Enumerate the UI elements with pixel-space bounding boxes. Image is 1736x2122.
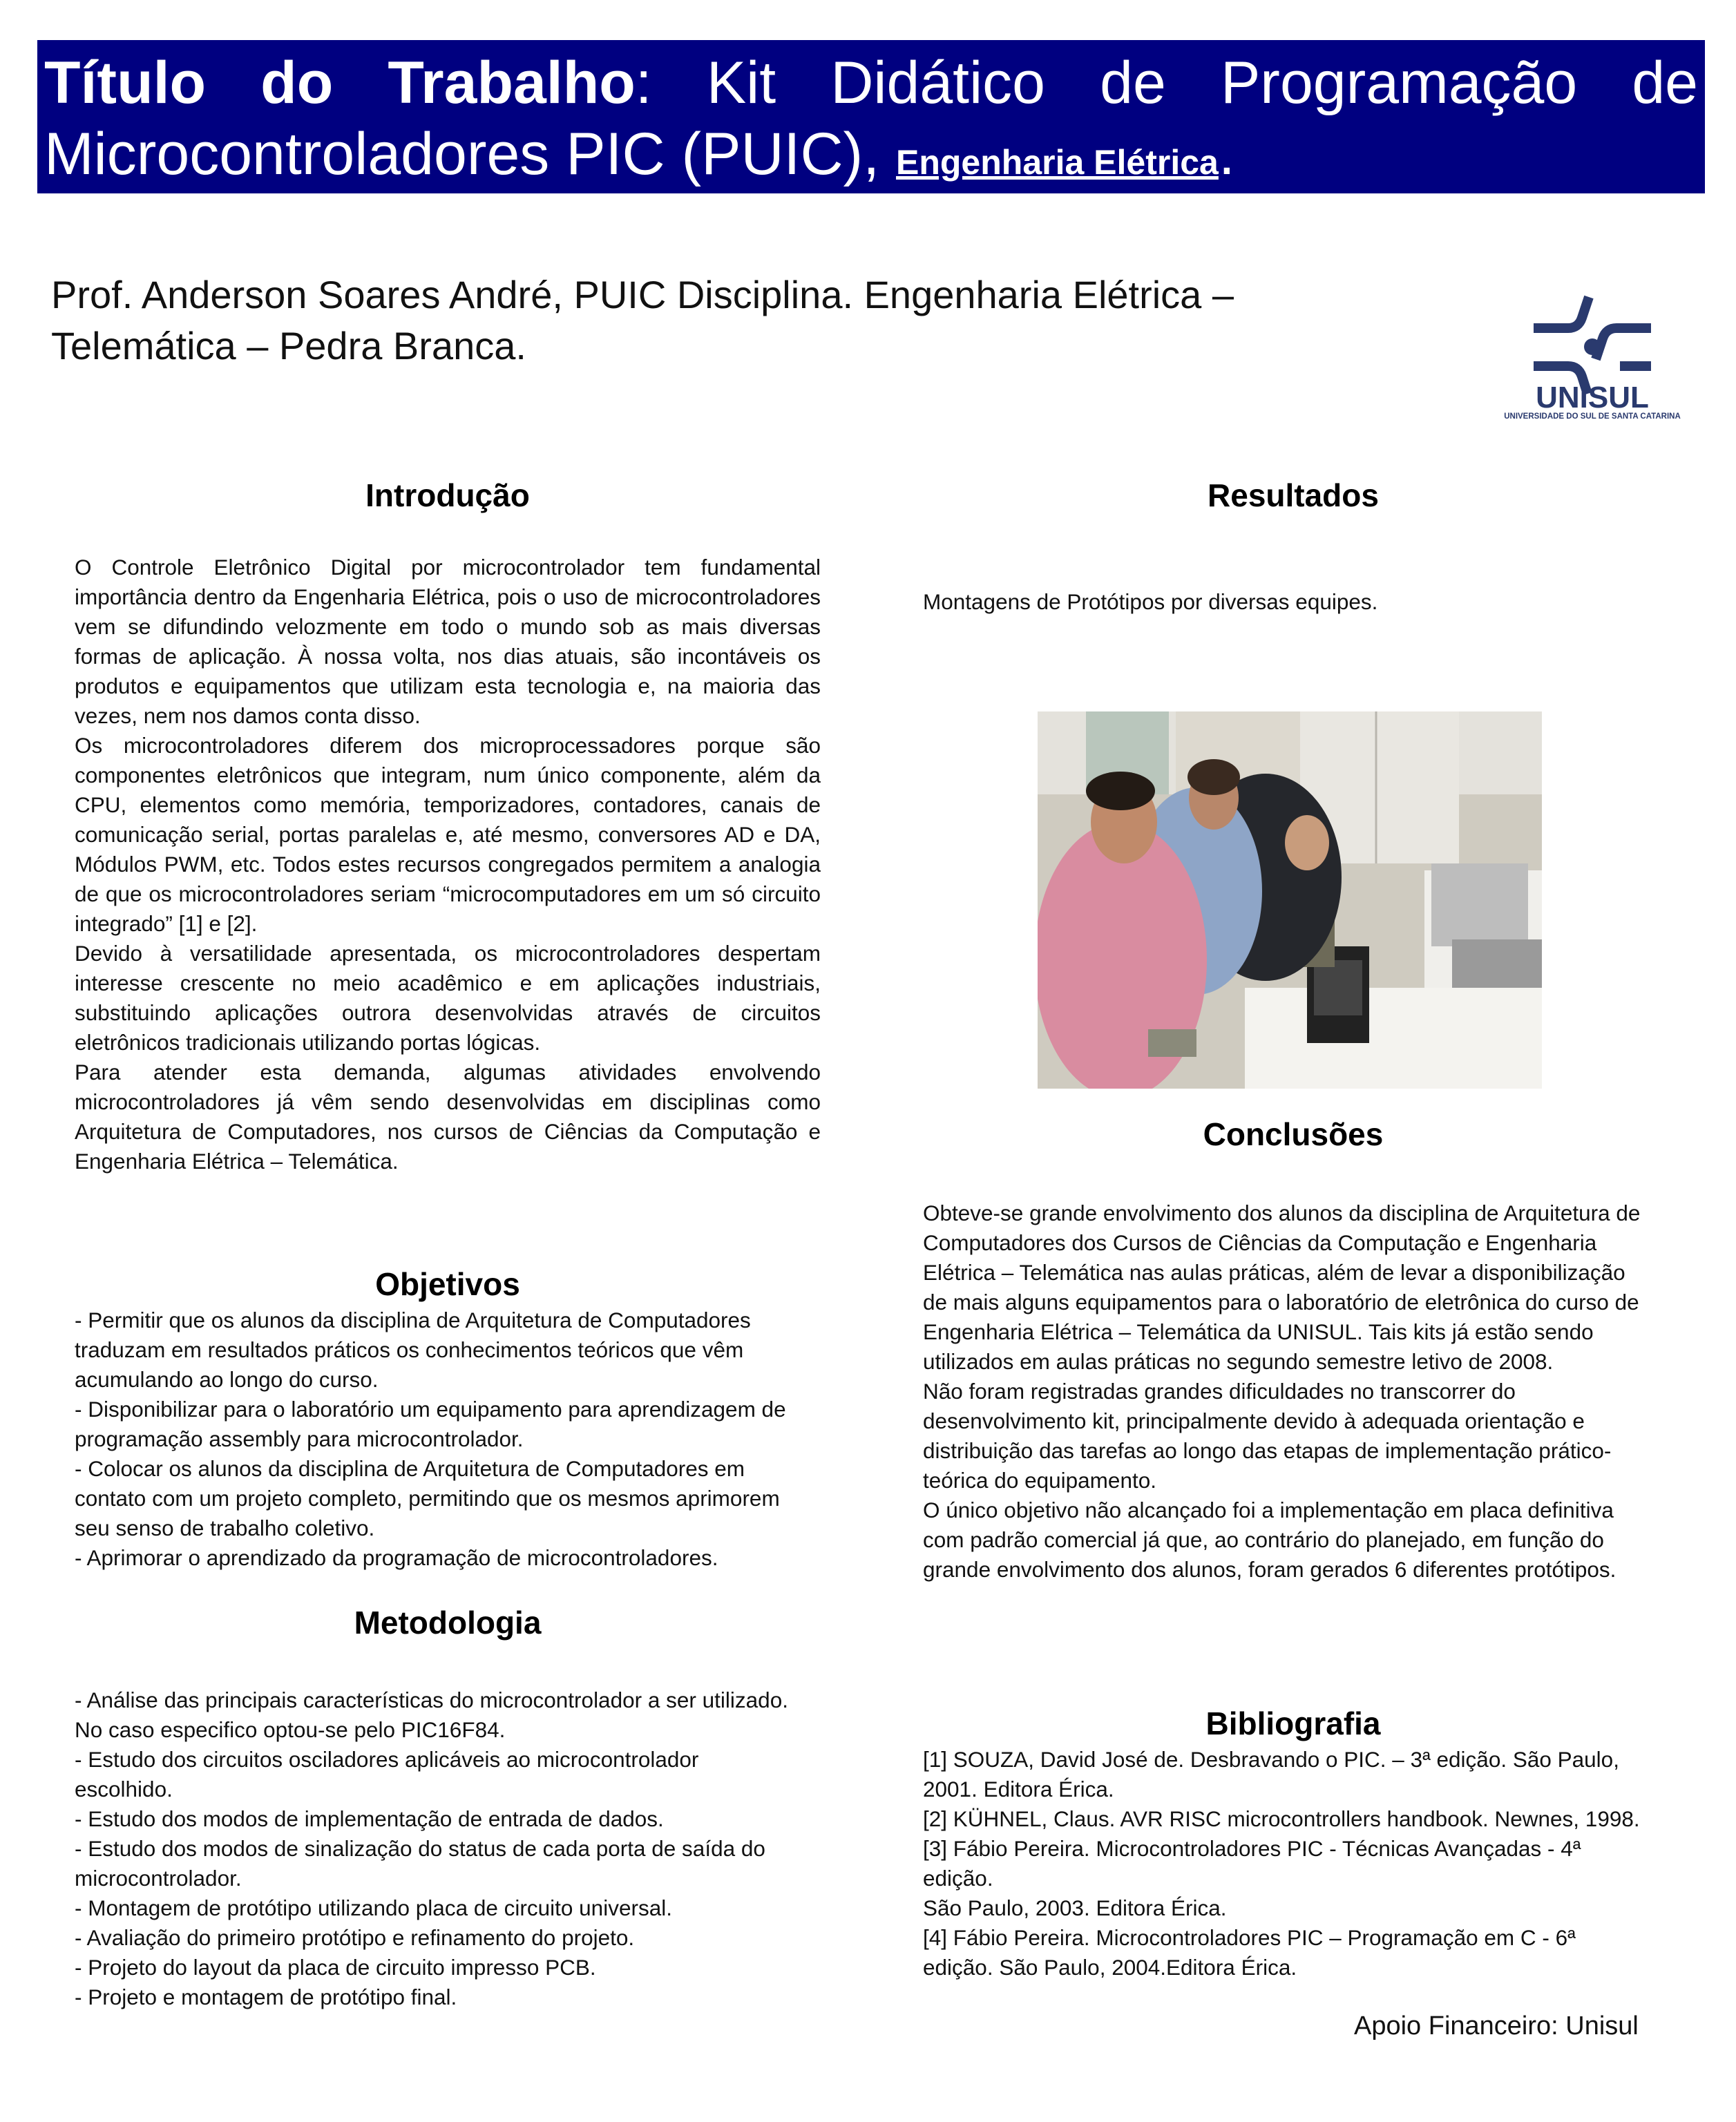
- heading-metodologia: Metodologia: [354, 1605, 542, 1641]
- list-item: - Avaliação do primeiro protótipo e refinamento do projeto.: [75, 1925, 635, 1950]
- objetivos-list: [75, 1306, 814, 1573]
- list-item: - Montagem de protótipo utilizando placa de circuito universal.: [75, 1895, 672, 1920]
- introducao-paragraph: Para atender esta demanda, algumas atividades envolvendo microcontroladores já vêm sendo desenvolvidas em disciplinas como Arquitetura de Computadores, nos cursos de Ciências da Computação e Engenharia Elétrica – Telemática.: [75, 1060, 821, 1174]
- list-item: - Estudo dos modos de implementação de entrada de dados.: [75, 1806, 664, 1831]
- author-block: [51, 269, 1364, 372]
- title-label: Título do Trabalho: [44, 50, 636, 116]
- title-line-2: [44, 119, 1698, 198]
- funding-note: Apoio Financeiro: Unisul: [1354, 2011, 1639, 2040]
- heading-resultados: Resultados: [1208, 477, 1379, 513]
- author-line-1: Prof. Anderson Soares André, PUIC Disciplina. Engenharia Elétrica –: [51, 273, 1234, 316]
- heading-objetivos: Objetivos: [375, 1266, 520, 1302]
- introducao-paragraph: Devido à versatilidade apresentada, os microcontroladores despertam interesse crescente no meio acadêmico e em aplicações industriais, substituindo aplicações outrora desenvolvidas através de circuitos eletrônicos tradicionais utilizando portas lógicas.: [75, 941, 821, 1055]
- list-item: - Análise das principais características do microcontrolador a ser utilizado. No caso especifico optou-se pelo PIC16F84.: [75, 1688, 788, 1742]
- list-item: - Disponibilizar para o laboratório um equipamento para aprendizagem de programação assembly para microcontrolador.: [75, 1397, 786, 1451]
- introducao-paragraph: Os microcontroladores diferem dos microprocessadores porque são componentes eletrônicos que integram, num único componente, além da CPU, elementos como memória, temporizadores, contadores, canais de comunicação serial, portas paralelas e, até mesmo, conversores AD e DA, Módulos PWM, etc. Todos estes recursos congregados permitem a analogia de que os microcontroladores seriam “microcomputadores em um só circuito integrado” [1] e [2].: [75, 733, 821, 936]
- reference-item: São Paulo, 2003. Editora Érica.: [923, 1895, 1227, 1920]
- unisul-logo: [1485, 290, 1699, 421]
- author-line-2: Telemática – Pedra Branca.: [51, 324, 526, 367]
- introducao-body: [75, 553, 821, 1176]
- heading-introducao: Introdução: [365, 477, 530, 513]
- title-line-1: [44, 47, 1698, 119]
- resultados-text: Montagens de Protótipos por diversas equipes.: [923, 589, 1378, 614]
- metodologia-list: [75, 1685, 800, 2012]
- reference-item: [1] SOUZA, David José de. Desbravando o PIC. – 3ª edição. São Paulo, 2001. Editora Érica.: [923, 1747, 1619, 1801]
- title-banner: [37, 40, 1705, 193]
- conclusoes-paragraph: Obteve-se grande envolvimento dos alunos da disciplina de Arquitetura de Computadores dos Cursos de Ciências da Computação e Engenharia Elétrica – Telemática nas aulas práticas, além de levar a disponibilização de mais alguns equipamentos para o laboratório de eletrônica do curso de Engenharia Elétrica – Telemática da UNISUL. Tais kits já estão sendo utilizados em aulas práticas no segundo semestre letivo de 2008.: [923, 1201, 1641, 1374]
- list-item: - Permitir que os alunos da disciplina de Arquitetura de Computadores traduzam em resultados práticos os conhecimentos teóricos que vêm acumulando ao longo do curso.: [75, 1308, 751, 1392]
- conclusoes-paragraph: O único objetivo não alcançado foi a implementação em placa definitiva com padrão comercial já que, ao contrário do planejado, em função do grande envolvimento dos alunos, foram gerados 6 diferentes protótipos.: [923, 1498, 1616, 1582]
- conclusoes-paragraph: Não foram registradas grandes dificuldades no transcorrer do desenvolvimento kit, principalmente devido à adequada orientação e distribuição das tarefas ao longo das etapas de implementação prático-teórica do equipamento.: [923, 1379, 1612, 1493]
- heading-conclusoes: Conclusões: [1203, 1116, 1384, 1152]
- introducao-paragraph: O Controle Eletrônico Digital por microcontrolador tem fundamental importância dentro da Engenharia Elétrica, pois o uso de microcontroladores vem se difundindo velozmente em todo o mundo sob as mais diversas formas de aplicação. À nossa volta, nos dias atuais, são incontáveis os produtos e equipamentos que utilizam esta tecnologia e, na maioria das vezes, nem nos damos conta disso.: [75, 555, 821, 728]
- lab-photo-image: [1038, 711, 1542, 1089]
- unisul-logo-icon: [1485, 290, 1699, 421]
- list-item: - Estudo dos modos de sinalização do status de cada porta de saída do microcontrolador.: [75, 1836, 765, 1891]
- reference-item: [2] KÜHNEL, Claus. AVR RISC microcontrollers handbook. Newnes, 1998.: [923, 1806, 1640, 1831]
- department-end: .: [1218, 121, 1235, 187]
- title-line-2-text: Microcontroladores PIC (PUIC),: [44, 121, 880, 187]
- results-photo: [1038, 711, 1542, 1089]
- heading-bibliografia: Bibliografia: [1205, 1705, 1381, 1741]
- list-item: - Colocar os alunos da disciplina de Arquitetura de Computadores em contato com um projeto completo, permitindo que os mesmos aprimorem seu senso de trabalho coletivo.: [75, 1456, 780, 1540]
- list-item: - Projeto do layout da placa de circuito impresso PCB.: [75, 1955, 596, 1980]
- conclusoes-body: [923, 1198, 1655, 1585]
- list-item: - Projeto e montagem de protótipo final.: [75, 1985, 457, 2009]
- reference-item: [4] Fábio Pereira. Microcontroladores PIC – Programação em C - 6ª edição. São Paulo, 2004.Editora Érica.: [923, 1925, 1576, 1980]
- list-item: - Estudo dos circuitos osciladores aplicáveis ao microcontrolador escolhido.: [75, 1747, 699, 1801]
- logo-subtitle: UNIVERSIDADE DO SUL DE SANTA CATARINA: [1504, 412, 1681, 421]
- logo-name: UNISUL: [1536, 381, 1649, 414]
- title-rest: : Kit Didático de Programação de: [635, 50, 1699, 116]
- reference-item: [3] Fábio Pereira. Microcontroladores PIC - Técnicas Avançadas - 4ª edição.: [923, 1836, 1581, 1891]
- list-item: - Aprimorar o aprendizado da programação de microcontroladores.: [75, 1545, 718, 1570]
- bibliografia-list: [923, 1745, 1648, 1982]
- department-link: Engenharia Elétrica: [896, 143, 1219, 182]
